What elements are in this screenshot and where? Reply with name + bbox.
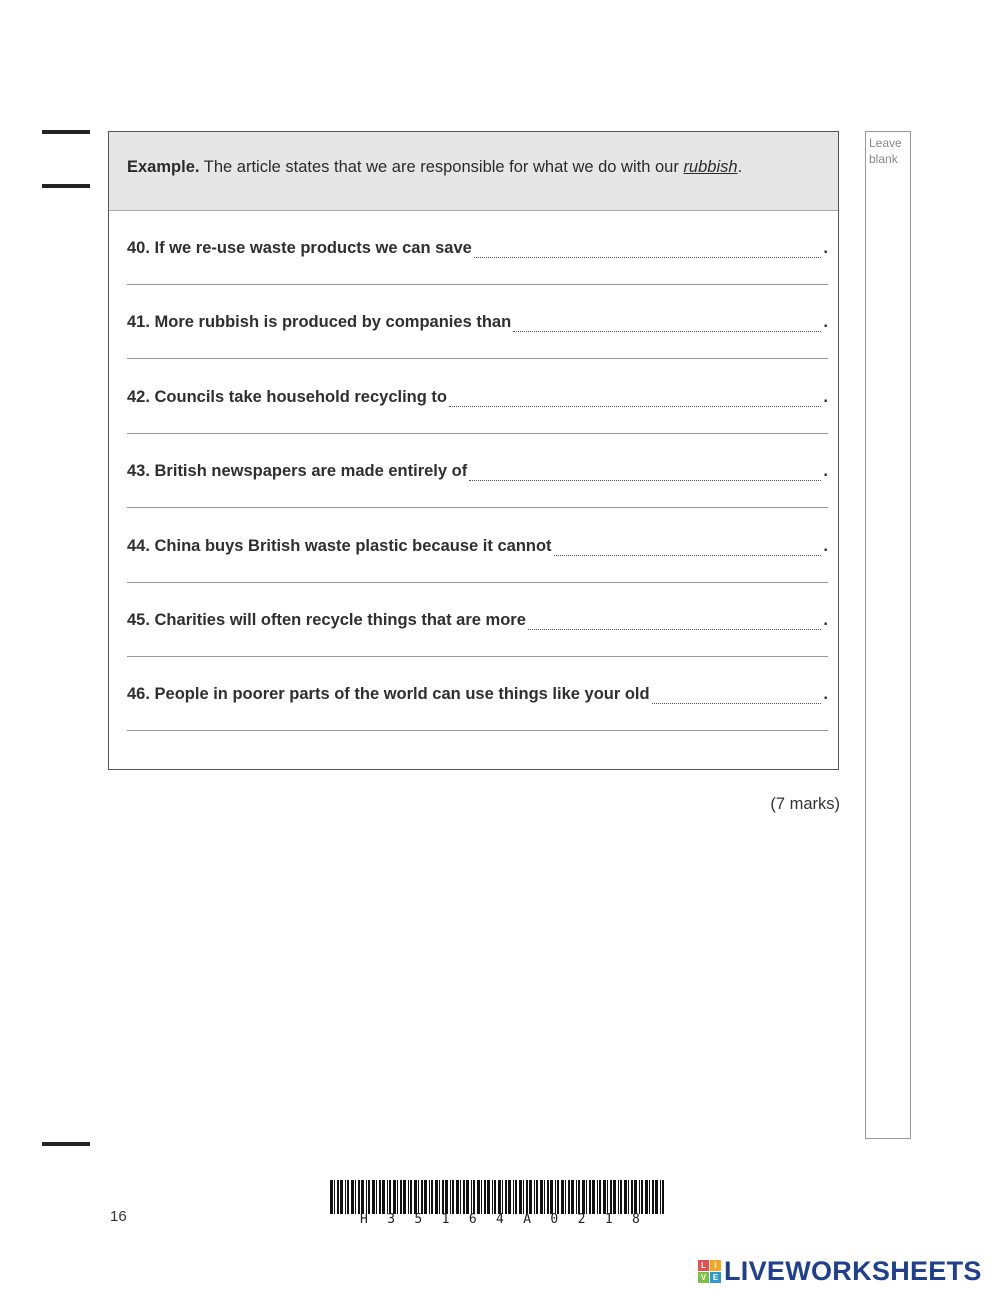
page-number: 16 bbox=[110, 1208, 127, 1225]
barcode-bar bbox=[557, 1180, 559, 1214]
barcode-bar bbox=[547, 1180, 549, 1214]
leave-label: Leave bbox=[869, 136, 902, 150]
barcode-char: H bbox=[360, 1212, 368, 1227]
marks-label: (7 marks) bbox=[770, 795, 840, 813]
barcode-bar bbox=[610, 1180, 612, 1214]
barcode-bar bbox=[565, 1180, 566, 1214]
barcode-bar bbox=[505, 1180, 507, 1214]
barcode-bar bbox=[529, 1180, 532, 1214]
barcode-bar bbox=[366, 1180, 367, 1214]
question-text: 41. More rubbish is produced by companies than bbox=[127, 313, 512, 331]
barcode-bar bbox=[586, 1180, 587, 1214]
example-text: The article states that we are responsible for what we do with our bbox=[203, 158, 679, 176]
barcode-bar bbox=[393, 1180, 396, 1214]
barcode-bar bbox=[620, 1180, 622, 1214]
barcode-bar bbox=[649, 1180, 650, 1214]
question-text: 46. People in poorer parts of the world can use things like your old bbox=[127, 685, 650, 703]
barcode-bar bbox=[631, 1180, 633, 1214]
barcode-bar bbox=[555, 1180, 556, 1214]
barcode-bar bbox=[403, 1180, 406, 1214]
barcode-bar bbox=[379, 1180, 381, 1214]
barcode-bar bbox=[544, 1180, 545, 1214]
example-row bbox=[109, 132, 838, 211]
barcode-bar bbox=[513, 1180, 514, 1214]
barcode-bar bbox=[456, 1180, 459, 1214]
barcode-bar bbox=[337, 1180, 339, 1214]
barcode-bar bbox=[487, 1180, 490, 1214]
answer-line[interactable] bbox=[127, 582, 828, 583]
barcode-char: 2 bbox=[577, 1212, 586, 1227]
barcode-bar bbox=[641, 1180, 643, 1214]
barcode-bar bbox=[534, 1180, 535, 1214]
answer-line[interactable] bbox=[127, 358, 828, 359]
barcode-char: A bbox=[523, 1212, 532, 1227]
barcode-bar bbox=[368, 1180, 370, 1214]
barcode-bar bbox=[519, 1180, 522, 1214]
logo-icon-letter: L bbox=[698, 1260, 709, 1271]
barcode-char: 3 bbox=[387, 1212, 396, 1227]
barcode-bar bbox=[645, 1180, 648, 1214]
question-41: 41. More rubbish is produced by companies than . bbox=[127, 313, 828, 388]
barcode-bar bbox=[389, 1180, 391, 1214]
barcode-bar bbox=[494, 1180, 496, 1214]
barcode-char: 1 bbox=[604, 1212, 613, 1227]
logo-icon-letter: V bbox=[698, 1272, 709, 1283]
answer-line[interactable] bbox=[127, 730, 828, 731]
question-46: 46. People in poorer parts of the world can use things like your old . bbox=[127, 685, 828, 760]
question-43: 43. British newspapers are made entirely of . bbox=[127, 462, 828, 537]
barcode-bar bbox=[597, 1180, 598, 1214]
barcode-image bbox=[330, 1180, 664, 1214]
answer-line[interactable] bbox=[127, 656, 828, 657]
barcode-bar bbox=[445, 1180, 448, 1214]
barcode-bar bbox=[450, 1180, 451, 1214]
logo-icon bbox=[698, 1260, 721, 1283]
barcode-bar bbox=[330, 1180, 333, 1214]
barcode-char: 5 bbox=[414, 1212, 423, 1227]
barcode-bar bbox=[466, 1180, 469, 1214]
question-42: 42. Councils take household recycling to . bbox=[127, 388, 828, 463]
barcode-bar bbox=[639, 1180, 640, 1214]
barcode-bar bbox=[340, 1180, 343, 1214]
question-text: 44. China buys British waste plastic because it cannot bbox=[127, 537, 552, 555]
barcode-bar bbox=[526, 1180, 528, 1214]
answer-blank[interactable] bbox=[554, 541, 822, 556]
example-answer: rubbish bbox=[683, 158, 738, 176]
barcode-bar bbox=[655, 1180, 658, 1214]
logo-icon-letter: I bbox=[710, 1260, 721, 1271]
barcode-bar bbox=[414, 1180, 417, 1214]
barcode-bar bbox=[561, 1180, 564, 1214]
margin-mark-bottom bbox=[42, 1142, 90, 1146]
barcode-bar bbox=[578, 1180, 580, 1214]
answer-blank[interactable] bbox=[469, 466, 821, 481]
barcode-char: 4 bbox=[496, 1212, 504, 1227]
barcode-bar bbox=[410, 1180, 412, 1214]
barcode-bar bbox=[408, 1180, 409, 1214]
barcode-bar bbox=[508, 1180, 511, 1214]
barcode-bar bbox=[421, 1180, 423, 1214]
barcode-bar bbox=[400, 1180, 402, 1214]
barcode-bar bbox=[372, 1180, 375, 1214]
barcode-bar bbox=[634, 1180, 637, 1214]
blank-label: blank bbox=[869, 152, 898, 166]
barcode-char: 0 bbox=[550, 1212, 559, 1227]
leave-blank-column bbox=[865, 131, 911, 1139]
question-text: 43. British newspapers are made entirely of bbox=[127, 462, 468, 480]
barcode-bar bbox=[484, 1180, 486, 1214]
barcode-char: 8 bbox=[632, 1212, 640, 1227]
barcode-bar bbox=[345, 1180, 346, 1214]
barcode-bar bbox=[599, 1180, 601, 1214]
question-40: 40. If we re-use waste products we can save . bbox=[127, 239, 828, 314]
barcode-bar bbox=[624, 1180, 627, 1214]
barcode-bar bbox=[660, 1180, 661, 1214]
barcode-bar bbox=[603, 1180, 606, 1214]
barcode-bar bbox=[515, 1180, 517, 1214]
example-label: Example. bbox=[127, 158, 200, 176]
barcode-bar bbox=[351, 1180, 354, 1214]
barcode-bar bbox=[589, 1180, 591, 1214]
barcode-bar bbox=[592, 1180, 595, 1214]
answer-line[interactable] bbox=[127, 433, 828, 434]
barcode-bar bbox=[550, 1180, 553, 1214]
barcode-bar bbox=[498, 1180, 501, 1214]
barcode-bar bbox=[492, 1180, 493, 1214]
answer-blank[interactable] bbox=[474, 243, 822, 258]
barcode-bar bbox=[568, 1180, 570, 1214]
barcode-bar bbox=[481, 1180, 482, 1214]
barcode-bar bbox=[463, 1180, 465, 1214]
barcode-bar bbox=[382, 1180, 385, 1214]
barcode-bar bbox=[397, 1180, 398, 1214]
barcode-bar bbox=[607, 1180, 608, 1214]
margin-mark-mid bbox=[42, 184, 90, 188]
barcode-bar bbox=[418, 1180, 419, 1214]
barcode-bar bbox=[358, 1180, 360, 1214]
barcode-bar bbox=[523, 1180, 524, 1214]
barcode-bar bbox=[536, 1180, 538, 1214]
barcode-bar bbox=[347, 1180, 349, 1214]
question-box bbox=[108, 131, 839, 770]
barcode-bar bbox=[452, 1180, 454, 1214]
example-end: . bbox=[737, 158, 743, 176]
barcode-bar bbox=[582, 1180, 585, 1214]
answer-line[interactable] bbox=[127, 284, 828, 285]
barcode-bar bbox=[355, 1180, 356, 1214]
barcode-bar bbox=[439, 1180, 440, 1214]
barcode-bar bbox=[424, 1180, 427, 1214]
barcode-bar bbox=[571, 1180, 574, 1214]
answer-blank[interactable] bbox=[528, 615, 822, 630]
barcode-bar bbox=[431, 1180, 433, 1214]
barcode-bar bbox=[435, 1180, 438, 1214]
barcode-bar bbox=[471, 1180, 472, 1214]
barcode-bar bbox=[477, 1180, 480, 1214]
barcode-bar bbox=[460, 1180, 461, 1214]
barcode-bar bbox=[442, 1180, 444, 1214]
logo-icon-letter: E bbox=[710, 1272, 721, 1283]
question-text: 45. Charities will often recycle things that are more bbox=[127, 611, 526, 629]
question-45: 45. Charities will often recycle things that are more . bbox=[127, 611, 828, 686]
barcode-bar bbox=[540, 1180, 543, 1214]
barcode-bar bbox=[652, 1180, 654, 1214]
barcode-number bbox=[360, 1212, 640, 1227]
barcode-bar bbox=[576, 1180, 577, 1214]
barcode-bar bbox=[618, 1180, 619, 1214]
barcode-bar bbox=[429, 1180, 430, 1214]
liveworksheets-logo[interactable] bbox=[698, 1256, 982, 1287]
answer-blank[interactable] bbox=[449, 392, 821, 407]
answer-blank[interactable] bbox=[652, 689, 822, 704]
logo-text: LIVEWORKSHEETS bbox=[724, 1256, 982, 1286]
margin-mark-top bbox=[42, 130, 90, 134]
barcode-bar bbox=[334, 1180, 335, 1214]
barcode-bar bbox=[473, 1180, 475, 1214]
barcode-bar bbox=[361, 1180, 364, 1214]
question-44: 44. China buys British waste plastic because it cannot . bbox=[127, 537, 828, 612]
question-text: 40. If we re-use waste products we can save bbox=[127, 239, 472, 257]
barcode-bar bbox=[387, 1180, 388, 1214]
barcode-bar bbox=[628, 1180, 629, 1214]
barcode-char: 1 bbox=[441, 1212, 450, 1227]
question-text: 42. Councils take household recycling to bbox=[127, 388, 447, 406]
barcode-bar bbox=[376, 1180, 377, 1214]
barcode-bar bbox=[662, 1180, 664, 1214]
barcode-char: 6 bbox=[468, 1212, 477, 1227]
barcode-bar bbox=[613, 1180, 616, 1214]
barcode-bar bbox=[502, 1180, 503, 1214]
answer-blank[interactable] bbox=[513, 317, 821, 332]
answer-line[interactable] bbox=[127, 507, 828, 508]
